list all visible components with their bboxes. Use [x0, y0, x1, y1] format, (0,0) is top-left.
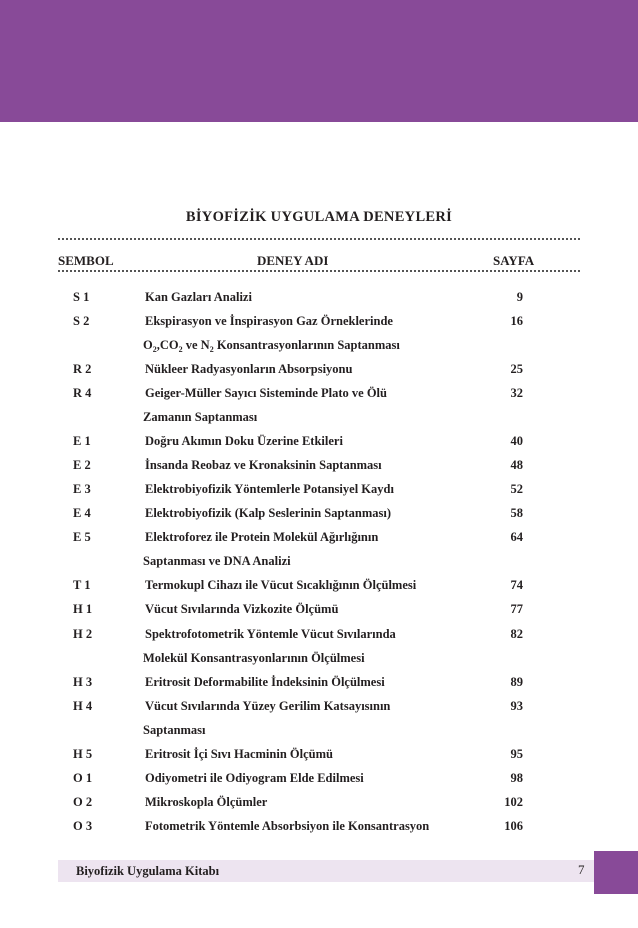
row-page-number: 9	[516, 290, 523, 304]
page-title: BİYOFİZİK UYGULAMA DENEYLERİ	[185, 209, 453, 225]
row-page-number: 74	[510, 578, 523, 592]
row-experiment-name: Zamanın Saptanması	[143, 410, 258, 424]
table-row	[0, 530, 638, 550]
row-page-number: 89	[510, 675, 523, 689]
row-symbol: O 1	[73, 771, 93, 785]
page-number: 7	[578, 862, 585, 877]
row-page-number: 77	[510, 602, 523, 616]
row-symbol: E 1	[73, 434, 91, 448]
row-experiment-name: Fotometrik Yöntemle Absorbsiyon ile Konsantrasyon	[145, 819, 430, 833]
row-symbol: S 1	[73, 290, 90, 304]
row-page-number: 102	[504, 795, 523, 809]
row-symbol: H 4	[73, 699, 93, 713]
table-row	[0, 434, 638, 454]
row-experiment-name: Eritrosit İçi Sıvı Hacminin Ölçümü	[145, 747, 333, 761]
row-experiment-name: Kan Gazları Analizi	[145, 290, 252, 304]
table-row	[0, 386, 638, 406]
column-header-sembol: SEMBOL	[58, 253, 114, 268]
table-row-continuation	[0, 410, 638, 430]
gas-formula: $O_2,CO_2$ ve $N_2$	[143, 338, 214, 354]
row-symbol: H 3	[73, 675, 93, 689]
row-page-number: 93	[510, 699, 523, 713]
table-row-continuation	[0, 338, 638, 358]
table-row	[0, 482, 638, 502]
row-experiment-name: Eritrosit Deformabilite İndeksinin Ölçülmesi	[145, 675, 385, 689]
row-symbol: H 2	[73, 627, 93, 641]
row-page-number: 95	[510, 747, 523, 761]
page-number-tab	[594, 851, 638, 894]
table-row	[0, 771, 638, 791]
row-experiment-name: Mikroskopla Ölçümler	[145, 795, 268, 809]
table-row	[0, 699, 638, 719]
dotted-divider-top	[58, 238, 580, 240]
row-page-number: 48	[510, 458, 523, 472]
row-experiment-name: Elektrobiyofizik Yöntemlerle Potansiyel Kaydı	[145, 482, 394, 496]
table-row	[0, 675, 638, 695]
row-page-number: 64	[510, 530, 523, 544]
row-experiment-name: Elektrobiyofizik (Kalp Seslerinin Saptanması)	[145, 506, 391, 520]
row-page-number: 16	[510, 314, 523, 328]
table-row-continuation	[0, 723, 638, 743]
row-symbol: R 4	[73, 386, 92, 400]
row-page-number: 32	[510, 386, 523, 400]
row-symbol: T 1	[73, 578, 91, 592]
row-experiment-name: Elektroforez ile Protein Molekül Ağırlığının	[145, 530, 379, 544]
table-row	[0, 795, 638, 815]
row-symbol: H 1	[73, 602, 93, 616]
table-row	[0, 290, 638, 310]
row-experiment-name: Spektrofotometrik Yöntemle Vücut Sıvılarında	[145, 627, 396, 641]
row-experiment-name: Vücut Sıvılarında Vizkozite Ölçümü	[145, 602, 339, 616]
row-symbol: H 5	[73, 747, 93, 761]
row-symbol: E 2	[73, 458, 91, 472]
row-page-number: 40	[510, 434, 523, 448]
row-experiment-name: Saptanması ve DNA Analizi	[143, 554, 291, 568]
table-row	[0, 362, 638, 382]
table-row	[0, 314, 638, 334]
row-experiment-name: Odiyometri ile Odiyogram Elde Edilmesi	[145, 771, 364, 785]
row-symbol: S 2	[73, 314, 90, 328]
row-page-number: 106	[504, 819, 523, 833]
row-experiment-name: Termokupl Cihazı ile Vücut Sıcaklığının Ölçülmesi	[145, 578, 417, 592]
row-experiment-name: Doğru Akımın Doku Üzerine Etkileri	[145, 434, 343, 448]
header-color-band	[0, 0, 638, 122]
row-symbol: E 4	[73, 506, 91, 520]
row-experiment-name: Saptanması	[143, 723, 206, 737]
row-page-number: 52	[510, 482, 523, 496]
row-experiment-name: İnsanda Reobaz ve Kronaksinin Saptanması	[145, 458, 382, 472]
column-header-sayfa: SAYFA	[493, 253, 535, 268]
table-row	[0, 747, 638, 767]
table-row	[0, 578, 638, 598]
table-row-continuation	[0, 651, 638, 671]
table-row	[0, 458, 638, 478]
dotted-divider-bottom	[58, 270, 580, 272]
table-row	[0, 627, 638, 647]
row-page-number: 82	[510, 627, 523, 641]
row-page-number: 98	[510, 771, 523, 785]
row-symbol: E 5	[73, 530, 91, 544]
row-experiment-name: Geiger-Müller Sayıcı Sisteminde Plato ve Ölü	[145, 386, 387, 400]
row-symbol: O 3	[73, 819, 93, 833]
row-symbol: E 3	[73, 482, 91, 496]
table-row	[0, 819, 638, 839]
table-row-continuation	[0, 554, 638, 574]
row-experiment-name: Ekspirasyon ve İnspirasyon Gaz Örneklerinde	[145, 314, 393, 328]
row-page-number: 58	[510, 506, 523, 520]
row-experiment-name: Vücut Sıvılarında Yüzey Gerilim Katsayısının	[145, 699, 391, 713]
row-symbol: R 2	[73, 362, 92, 376]
row-symbol: O 2	[73, 795, 93, 809]
footer-book-title: Biyofizik Uygulama Kitabı	[76, 864, 220, 878]
column-header-deney-adi: DENEY ADI	[257, 253, 329, 268]
row-experiment-name: $O_2,CO_2$ ve $N_2$ Konsantrasyonlarının Saptanması	[143, 338, 400, 354]
table-row	[0, 602, 638, 622]
row-experiment-name: Nükleer Radyasyonların Absorpsiyonu	[145, 362, 353, 376]
row-page-number: 25	[510, 362, 523, 376]
row-experiment-name: Molekül Konsantrasyonlarının Ölçülmesi	[143, 651, 365, 665]
table-row	[0, 506, 638, 526]
